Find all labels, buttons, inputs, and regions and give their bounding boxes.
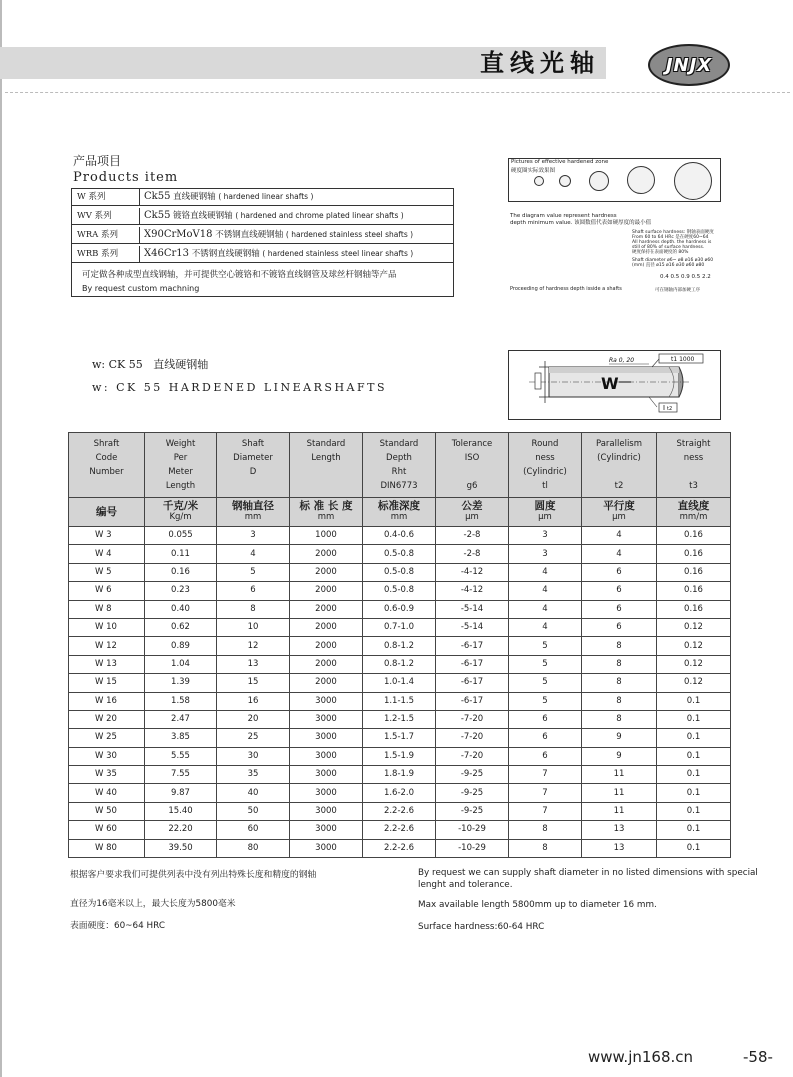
table-cell: 25: [217, 729, 290, 747]
table-header-cell: Parallelism (Cylindric) t2: [582, 433, 657, 498]
table-cell: 2.2-2.6: [363, 802, 436, 820]
table-cell: 3.85: [145, 729, 217, 747]
table-cell: W 5: [69, 563, 145, 581]
table-row: [69, 766, 731, 784]
table-cell: 0.40: [145, 600, 217, 618]
shaft-drawing: [508, 350, 721, 420]
table-cell: 0.1: [657, 729, 731, 747]
table-cell: 0.1: [657, 784, 731, 802]
table-cell: -9-25: [436, 802, 509, 820]
page-left-border: [0, 0, 2, 1077]
table-header-cn-cell: 标 准 长 度 mm: [290, 498, 363, 527]
table-cell: 8: [582, 655, 657, 673]
product-desc-cn: 不锈钢直线硬钢轴: [215, 230, 284, 240]
table-cell: 50: [217, 802, 290, 820]
table-cell: 4: [509, 582, 582, 600]
table-cell: 0.16: [657, 563, 731, 581]
table-cell: 2000: [290, 545, 363, 563]
roughness-label: Ra 0, 20: [609, 357, 635, 364]
note-cn-1: 根据客户要求我们可提供列表中没有列出特殊长度和精度的钢轴: [70, 870, 317, 880]
table-row: [69, 582, 731, 600]
table-cell: -6-17: [436, 637, 509, 655]
page-title: 直线光轴: [480, 49, 600, 77]
table-header-cell: Round ness (Cylindric) tl: [509, 433, 582, 498]
table-cell: -2-8: [436, 527, 509, 545]
product-material: Ck55: [144, 191, 171, 202]
table-cell: 3000: [290, 747, 363, 765]
table-cell: 0.16: [657, 545, 731, 563]
product-desc-en: ( hardened stainless steel shafts ): [285, 230, 414, 239]
table-cell: W 13: [69, 655, 145, 673]
table-cell: 0.1: [657, 766, 731, 784]
table-header-cn-row: [69, 498, 731, 527]
products-box: [71, 188, 454, 297]
shaft-letter: W: [601, 374, 619, 393]
table-row: [69, 839, 731, 857]
note-cn-3: 表面硬度：60~64 HRC: [70, 921, 165, 931]
table-cell: 39.50: [145, 839, 217, 857]
hardness-circle-icon: [559, 175, 571, 187]
dimension-label-box: [535, 373, 541, 389]
table-header-cn-cell: 千克/米 Kg/m: [145, 498, 217, 527]
table-cell: 4: [582, 527, 657, 545]
shaft-spec-table: [68, 432, 731, 858]
table-cell: 30: [217, 747, 290, 765]
table-cell: 5.55: [145, 747, 217, 765]
note-cn-2: 直径为16毫米以上，最大长度为5800毫米: [70, 899, 236, 909]
leader-line: [652, 359, 659, 367]
table-row: [69, 618, 731, 636]
table-cell: 6: [509, 710, 582, 728]
table-cell: 3000: [290, 710, 363, 728]
table-cell: -5-14: [436, 618, 509, 636]
table-cell: 6: [509, 729, 582, 747]
hardness-circle-icon: [589, 171, 609, 191]
product-code: WRB 系列: [72, 246, 140, 262]
table-cell: 8: [509, 839, 582, 857]
table-cell: 2000: [290, 618, 363, 636]
table-cell: 0.7-1.0: [363, 618, 436, 636]
table-cell: 4: [509, 600, 582, 618]
table-cell: 0.11: [145, 545, 217, 563]
products-note-cn: 可定做各种成型直线钢轴，并可提供空心镀铬和不镀铬直线钢管及球丝杆钢轴等产品: [82, 270, 397, 280]
logo-text: JNJX: [665, 54, 713, 76]
table-cell: 0.12: [657, 655, 731, 673]
table-cell: 1.5-1.9: [363, 747, 436, 765]
table-cell: W 20: [69, 710, 145, 728]
table-cell: -7-20: [436, 729, 509, 747]
table-cell: 0.1: [657, 692, 731, 710]
product-desc-en: ( hardened and chrome plated linear shafts ): [235, 211, 404, 220]
table-cell: W 15: [69, 674, 145, 692]
table-cell: 0.16: [657, 582, 731, 600]
table-cell: 0.16: [657, 600, 731, 618]
table-cell: 7: [509, 784, 582, 802]
table-cell: -4-12: [436, 582, 509, 600]
table-cell: 6: [582, 618, 657, 636]
table-cell: 7: [509, 802, 582, 820]
table-cell: 0.5-0.8: [363, 582, 436, 600]
table-cell: 0.16: [657, 527, 731, 545]
table-cell: W 8: [69, 600, 145, 618]
table-header-cn-cell: 标准深度 mm: [363, 498, 436, 527]
table-cell: 10: [217, 618, 290, 636]
product-material: Ck55: [144, 210, 171, 221]
table-row: [69, 747, 731, 765]
table-row: [69, 527, 731, 545]
table-cell: 2000: [290, 582, 363, 600]
table-cell: 0.16: [145, 563, 217, 581]
table-cell: 0.1: [657, 802, 731, 820]
table-cell: 1.58: [145, 692, 217, 710]
table-cell: 60: [217, 821, 290, 839]
table-header-cell: Shaft Diameter D: [217, 433, 290, 498]
table-cell: W 4: [69, 545, 145, 563]
table-cell: W 30: [69, 747, 145, 765]
table-cell: 3000: [290, 839, 363, 857]
table-cell: 1000: [290, 527, 363, 545]
table-cell: 0.6-0.9: [363, 600, 436, 618]
table-header-cn-cell: 圆度 μm: [509, 498, 582, 527]
table-row: [69, 692, 731, 710]
table-cell: 3000: [290, 692, 363, 710]
table-cell: 0.8-1.2: [363, 655, 436, 673]
table-cell: W 50: [69, 802, 145, 820]
table-cell: W 80: [69, 839, 145, 857]
table-cell: -6-17: [436, 655, 509, 673]
table-cell: 0.1: [657, 821, 731, 839]
table-cell: 1.6-2.0: [363, 784, 436, 802]
table-cell: 3000: [290, 766, 363, 784]
table-cell: -5-14: [436, 600, 509, 618]
table-row: [69, 655, 731, 673]
table-cell: 0.1: [657, 747, 731, 765]
table-row: [69, 821, 731, 839]
table-cell: 3000: [290, 821, 363, 839]
table-cell: -10-29: [436, 821, 509, 839]
table-cell: -6-17: [436, 674, 509, 692]
table-cell: 11: [582, 802, 657, 820]
table-row: [69, 802, 731, 820]
hardness-proc-en: Proceeding of hardness depth isside a shafts: [510, 286, 622, 292]
table-cell: W 35: [69, 766, 145, 784]
table-cell: 35: [217, 766, 290, 784]
table-cell: 0.1: [657, 710, 731, 728]
hardened-zone-box: [508, 158, 721, 202]
hardness-circle-icon: [674, 162, 712, 200]
table-header-cell: Weight Per Meter Length: [145, 433, 217, 498]
table-cell: 20: [217, 710, 290, 728]
table-cell: W 10: [69, 618, 145, 636]
table-cell: W 16: [69, 692, 145, 710]
table-cell: 11: [582, 766, 657, 784]
page-number: -58-: [743, 1048, 773, 1066]
parallel-label: t2: [667, 406, 673, 412]
table-cell: -2-8: [436, 545, 509, 563]
product-code: WV 系列: [72, 208, 140, 224]
table-cell: 22.20: [145, 821, 217, 839]
product-row: [72, 189, 453, 206]
tolerance-label: t1 1000: [671, 356, 695, 363]
header-divider: [5, 92, 790, 93]
table-header-cell: Straight ness t3: [657, 433, 731, 498]
table-cell: 2000: [290, 563, 363, 581]
table-header-cell: Standard Length: [290, 433, 363, 498]
leader-line: [649, 397, 657, 407]
table-cell: 0.5-0.8: [363, 545, 436, 563]
table-cell: 5: [217, 563, 290, 581]
table-cell: 0.62: [145, 618, 217, 636]
table-cell: 2000: [290, 637, 363, 655]
product-material: X90CrMoV18: [144, 229, 213, 240]
table-cell: 3: [509, 527, 582, 545]
table-row: [69, 710, 731, 728]
table-cell: 8: [582, 637, 657, 655]
table-cell: 1.5-1.7: [363, 729, 436, 747]
table-cell: -10-29: [436, 839, 509, 857]
table-cell: 0.12: [657, 618, 731, 636]
table-cell: 9.87: [145, 784, 217, 802]
table-cell: 0.89: [145, 637, 217, 655]
table-cell: 4: [582, 545, 657, 563]
table-cell: 2.2-2.6: [363, 839, 436, 857]
table-cell: 8: [582, 674, 657, 692]
table-cell: 1.2-1.5: [363, 710, 436, 728]
table-cell: 12: [217, 637, 290, 655]
table-header-cell: Tolerance ISO g6: [436, 433, 509, 498]
table-cell: 0.23: [145, 582, 217, 600]
table-cell: W 25: [69, 729, 145, 747]
table-cell: 4: [509, 618, 582, 636]
product-desc-cn: 镀铬直线硬钢轴: [173, 211, 233, 221]
hardened-zone-label-cn: 硬度圈实际效果图: [511, 168, 556, 174]
table-cell: 2000: [290, 674, 363, 692]
hardness-circle-icon: [534, 176, 544, 186]
table-cell: 6: [582, 600, 657, 618]
table-cell: 3000: [290, 729, 363, 747]
product-row: [72, 246, 453, 263]
hardness-values: 0.4 0.5 0.9 0.5 2.2: [660, 274, 711, 280]
table-cell: 6: [582, 563, 657, 581]
table-row: [69, 563, 731, 581]
table-cell: -7-20: [436, 747, 509, 765]
table-cell: 16: [217, 692, 290, 710]
brand-logo: [648, 44, 730, 86]
table-header-cn-cell: 公差 μm: [436, 498, 509, 527]
note-en-1b: lenght and tolerance.: [418, 880, 513, 890]
table-cell: 3: [509, 545, 582, 563]
table-row: [69, 729, 731, 747]
table-cell: 1.8-1.9: [363, 766, 436, 784]
table-cell: -7-20: [436, 710, 509, 728]
series-title-cn: w: CK 55 直线硬钢轴: [92, 358, 209, 371]
table-cell: 15.40: [145, 802, 217, 820]
product-code: WRA 系列: [72, 227, 140, 243]
table-cell: 5: [509, 692, 582, 710]
product-row: [72, 208, 453, 225]
table-cell: 3000: [290, 784, 363, 802]
table-cell: 1.1-1.5: [363, 692, 436, 710]
footer-url: www.jn168.cn: [588, 1048, 694, 1066]
note-en-3: Surface hardness:60-64 HRC: [418, 922, 545, 932]
table-cell: W 12: [69, 637, 145, 655]
table-cell: 13: [582, 839, 657, 857]
table-cell: 6: [582, 582, 657, 600]
table-cell: 40: [217, 784, 290, 802]
table-header-cn-cell: 直线度 mm/m: [657, 498, 731, 527]
table-cell: 9: [582, 747, 657, 765]
table-cell: W 40: [69, 784, 145, 802]
table-cell: 1.04: [145, 655, 217, 673]
table-cell: 8: [217, 600, 290, 618]
hardness-proc-cn: 可在钢轴内部加硬工序: [655, 288, 700, 293]
product-code: W 系列: [72, 189, 140, 205]
table-cell: 2.2-2.6: [363, 821, 436, 839]
table-cell: 1.0-1.4: [363, 674, 436, 692]
table-cell: 6: [509, 747, 582, 765]
table-cell: 8: [582, 710, 657, 728]
table-cell: 1.39: [145, 674, 217, 692]
product-desc-en: ( hardened stainless steel linear shafts ): [262, 249, 414, 258]
table-cell: W 60: [69, 821, 145, 839]
products-title-en: Products item: [73, 170, 179, 185]
table-cell: 0.12: [657, 674, 731, 692]
table-cell: 3000: [290, 802, 363, 820]
table-row: [69, 637, 731, 655]
table-header-cell: Standard Depth Rht DIN6773: [363, 433, 436, 498]
table-cell: 13: [582, 821, 657, 839]
table-cell: 9: [582, 729, 657, 747]
table-cell: 5: [509, 637, 582, 655]
table-row: [69, 784, 731, 802]
table-cell: 0.055: [145, 527, 217, 545]
table-header-cn-cell: 钢轴直径 mm: [217, 498, 290, 527]
table-cell: 2000: [290, 600, 363, 618]
table-row: [69, 545, 731, 563]
note-en-1a: By request we can supply shaft diameter in no listed dimensions with special: [418, 868, 758, 878]
series-title-en: w: CK 55 HARDENED LINEARSHAFTS: [92, 381, 387, 394]
table-header-cn-cell: 编号: [69, 498, 145, 527]
table-cell: 8: [509, 821, 582, 839]
hardness-note: The diagram value represent hardness depth minimum value. 该圆数值代表如硬厚度的最小值: [510, 213, 652, 226]
table-cell: 8: [582, 692, 657, 710]
table-cell: 6: [217, 582, 290, 600]
table-cell: 4: [217, 545, 290, 563]
table-cell: 4: [509, 563, 582, 581]
table-header-cn-cell: 平行度 μm: [582, 498, 657, 527]
product-desc-cn: 不锈钢直线硬钢轴: [191, 249, 260, 259]
table-cell: -9-25: [436, 784, 509, 802]
table-cell: -9-25: [436, 766, 509, 784]
table-header-row: [69, 433, 731, 498]
table-cell: 7.55: [145, 766, 217, 784]
product-row: [72, 227, 453, 244]
table-cell: 2.47: [145, 710, 217, 728]
table-cell: 13: [217, 655, 290, 673]
hardness-details: Shaft surface hardness: 钢轴表面硬度 From 60 to 64 HRc 是在硬度60~64 All hardness depth. the hardness is still of 80% of surface hardness. 硬度保持在表面硬度的 80% Shaft diameter ø6~ ø8 ø16 ø30 ø60 (mm) 直径 ø15 ø16 ø30 ø60 ø80: [632, 230, 714, 268]
table-cell: 2000: [290, 655, 363, 673]
shaft-drawing-svg: [509, 351, 720, 419]
table-cell: -4-12: [436, 563, 509, 581]
table-cell: 5: [509, 655, 582, 673]
table-cell: 0.1: [657, 839, 731, 857]
table-header-cell: Shraft Code Number: [69, 433, 145, 498]
note-en-2: Max available length 5800mm up to diameter 16 mm.: [418, 900, 657, 910]
table-cell: W 6: [69, 582, 145, 600]
products-note-en: By request custom machning: [82, 284, 200, 293]
table-cell: 0.4-0.6: [363, 527, 436, 545]
products-title-cn: 产品项目: [73, 154, 122, 168]
table-cell: 15: [217, 674, 290, 692]
product-desc-en: ( hardened linear shafts ): [218, 192, 314, 201]
hardness-circle-icon: [627, 166, 655, 194]
table-row: [69, 600, 731, 618]
shaft-highlight: [549, 367, 679, 373]
table-cell: 3: [217, 527, 290, 545]
table-cell: 7: [509, 766, 582, 784]
table-row: [69, 674, 731, 692]
table-cell: 0.5-0.8: [363, 563, 436, 581]
table-cell: -6-17: [436, 692, 509, 710]
product-desc-cn: 直线硬钢轴: [173, 192, 216, 202]
table-cell: 80: [217, 839, 290, 857]
table-cell: 11: [582, 784, 657, 802]
table-cell: 0.8-1.2: [363, 637, 436, 655]
product-material: X46Cr13: [144, 248, 189, 259]
hardened-zone-label-en: Pictures of effective hardened zone: [511, 159, 609, 165]
table-cell: 0.12: [657, 637, 731, 655]
table-cell: W 3: [69, 527, 145, 545]
table-cell: 5: [509, 674, 582, 692]
